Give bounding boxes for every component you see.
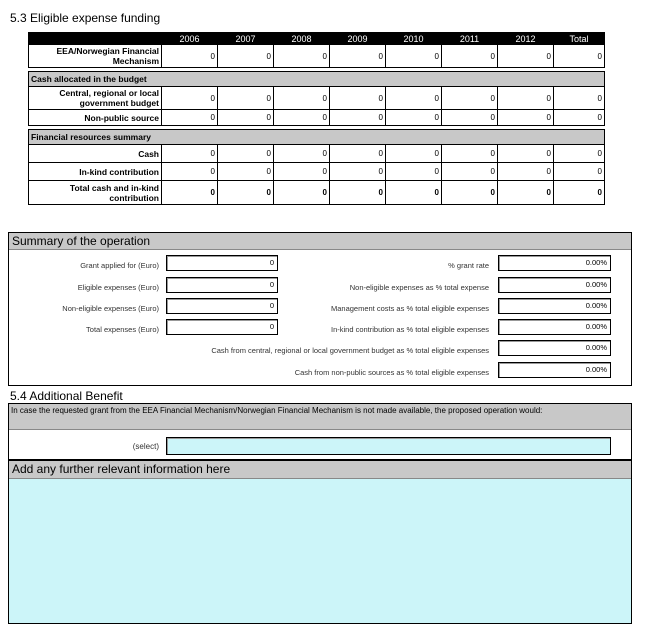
- cell-input[interactable]: 0: [386, 45, 442, 68]
- year-header: Total: [554, 33, 605, 45]
- row-label: Cash: [29, 145, 162, 163]
- summary-panel: [8, 232, 632, 386]
- cell-input[interactable]: 0: [330, 163, 386, 181]
- cell-total: 0: [330, 181, 386, 205]
- cell-input[interactable]: 0: [218, 87, 274, 110]
- grant-rate-label: % grant rate: [448, 261, 489, 270]
- further-info-title: Add any further relevant information here: [9, 461, 631, 479]
- grant-rate-field: 0.00%: [498, 255, 611, 271]
- cell-input[interactable]: 0: [442, 87, 498, 110]
- cell-input[interactable]: 0: [330, 45, 386, 68]
- total-expenses-label: Total expenses (Euro): [86, 325, 159, 334]
- row-inkind: [29, 163, 605, 181]
- cell-input[interactable]: 0: [162, 45, 218, 68]
- cell-input[interactable]: 0: [498, 163, 554, 181]
- cell-input[interactable]: 0: [218, 45, 274, 68]
- further-info-panel: [8, 460, 632, 624]
- cell-total: 0: [498, 181, 554, 205]
- cell-input[interactable]: 0: [498, 110, 554, 126]
- inkind-pct-field: 0.00%: [498, 319, 611, 335]
- cell-input[interactable]: 0: [274, 87, 330, 110]
- year-header: 2010: [386, 33, 442, 45]
- year-header: 2007: [218, 33, 274, 45]
- row-eea: [29, 45, 605, 68]
- table-corner: [29, 33, 162, 45]
- row-label: Central, regional or local government budget: [29, 87, 162, 110]
- row-cash: [29, 145, 605, 163]
- cell-input[interactable]: 0: [442, 163, 498, 181]
- cell-input[interactable]: 0: [442, 110, 498, 126]
- management-costs-pct-field: 0.00%: [498, 298, 611, 314]
- additional-benefit-select[interactable]: [166, 437, 611, 455]
- further-info-textarea[interactable]: [9, 479, 631, 623]
- row-label: EEA/Norwegian Financial Mechanism: [29, 45, 162, 68]
- nonpublic-cash-pct-field: 0.00%: [498, 362, 611, 378]
- group-header-cash-allocated: Cash allocated in the budget: [29, 72, 605, 87]
- year-header: 2009: [330, 33, 386, 45]
- cell-total: 0: [554, 87, 605, 110]
- cell-input[interactable]: 0: [218, 110, 274, 126]
- non-eligible-expenses-label: Non-eligible expenses (Euro): [62, 304, 159, 313]
- cell-input[interactable]: 0: [386, 163, 442, 181]
- cell-value: 0: [330, 145, 386, 163]
- cell-total: 0: [442, 181, 498, 205]
- cell-total: 0: [162, 181, 218, 205]
- non-eligible-pct-field: 0.00%: [498, 277, 611, 293]
- select-label: (select): [132, 442, 159, 451]
- year-header: 2012: [498, 33, 554, 45]
- total-expenses-field[interactable]: 0: [166, 319, 278, 335]
- cell-input[interactable]: 0: [386, 87, 442, 110]
- cell-total: 0: [218, 181, 274, 205]
- cell-value: 0: [162, 145, 218, 163]
- section-5-4-title: 5.4 Additional Benefit: [10, 389, 123, 403]
- cell-value: 0: [498, 145, 554, 163]
- eligible-expenses-field[interactable]: 0: [166, 277, 278, 293]
- cell-total: 0: [554, 145, 605, 163]
- cell-total: 0: [274, 181, 330, 205]
- cell-total: 0: [554, 163, 605, 181]
- row-total: [29, 181, 605, 205]
- cell-input[interactable]: 0: [162, 163, 218, 181]
- cell-input[interactable]: 0: [330, 87, 386, 110]
- cell-value: 0: [218, 145, 274, 163]
- cell-total: 0: [554, 181, 605, 205]
- non-eligible-expenses-field[interactable]: 0: [166, 298, 278, 314]
- cell-input[interactable]: 0: [386, 110, 442, 126]
- additional-benefit-panel: [8, 403, 632, 460]
- cell-input[interactable]: 0: [274, 110, 330, 126]
- row-central: [29, 87, 605, 110]
- cell-input[interactable]: 0: [442, 45, 498, 68]
- cell-input[interactable]: 0: [162, 110, 218, 126]
- row-label: Total cash and in-kind contribution: [29, 181, 162, 205]
- central-cash-pct-label: Cash from central, regional or local government budget as % total eligible expenses: [211, 346, 489, 355]
- cell-input[interactable]: 0: [162, 87, 218, 110]
- central-cash-pct-field: 0.00%: [498, 340, 611, 356]
- grant-applied-field[interactable]: 0: [166, 255, 278, 271]
- cell-input[interactable]: 0: [330, 110, 386, 126]
- non-eligible-pct-label: Non-eligible expenses as % total expense: [349, 283, 489, 292]
- cell-input[interactable]: 0: [498, 45, 554, 68]
- row-label: In-kind contribution: [29, 163, 162, 181]
- year-header: 2008: [274, 33, 330, 45]
- inkind-pct-label: In-kind contribution as % total eligible expenses: [330, 325, 489, 334]
- management-costs-pct-label: Management costs as % total eligible expenses: [330, 304, 489, 313]
- group-header-financial-summary: Financial resources summary: [29, 130, 605, 145]
- cell-input[interactable]: 0: [274, 45, 330, 68]
- cell-total: 0: [554, 110, 605, 126]
- year-header: 2006: [162, 33, 218, 45]
- nonpublic-cash-pct-label: Cash from non-public sources as % total eligible expenses: [294, 368, 489, 377]
- row-nonpublic: [29, 110, 605, 126]
- cell-input[interactable]: 0: [274, 163, 330, 181]
- additional-benefit-question: In case the requested grant from the EEA Financial Mechanism/Norwegian Financial Mechanism is not made available, the proposed operation would:: [9, 404, 631, 430]
- cell-value: 0: [274, 145, 330, 163]
- cell-total: 0: [386, 181, 442, 205]
- grant-applied-label: Grant applied for (Euro): [80, 261, 159, 270]
- row-label: Non-public source: [29, 110, 162, 126]
- cell-value: 0: [386, 145, 442, 163]
- section-5-3-title: 5.3 Eligible expense funding: [10, 11, 161, 25]
- cell-input[interactable]: 0: [498, 87, 554, 110]
- cell-input[interactable]: 0: [218, 163, 274, 181]
- cell-value: 0: [442, 145, 498, 163]
- year-header: 2011: [442, 33, 498, 45]
- eligible-expenses-label: Eligible expenses (Euro): [77, 283, 159, 292]
- funding-table: [28, 32, 605, 205]
- summary-title: Summary of the operation: [9, 233, 631, 250]
- cell-total: 0: [554, 45, 605, 68]
